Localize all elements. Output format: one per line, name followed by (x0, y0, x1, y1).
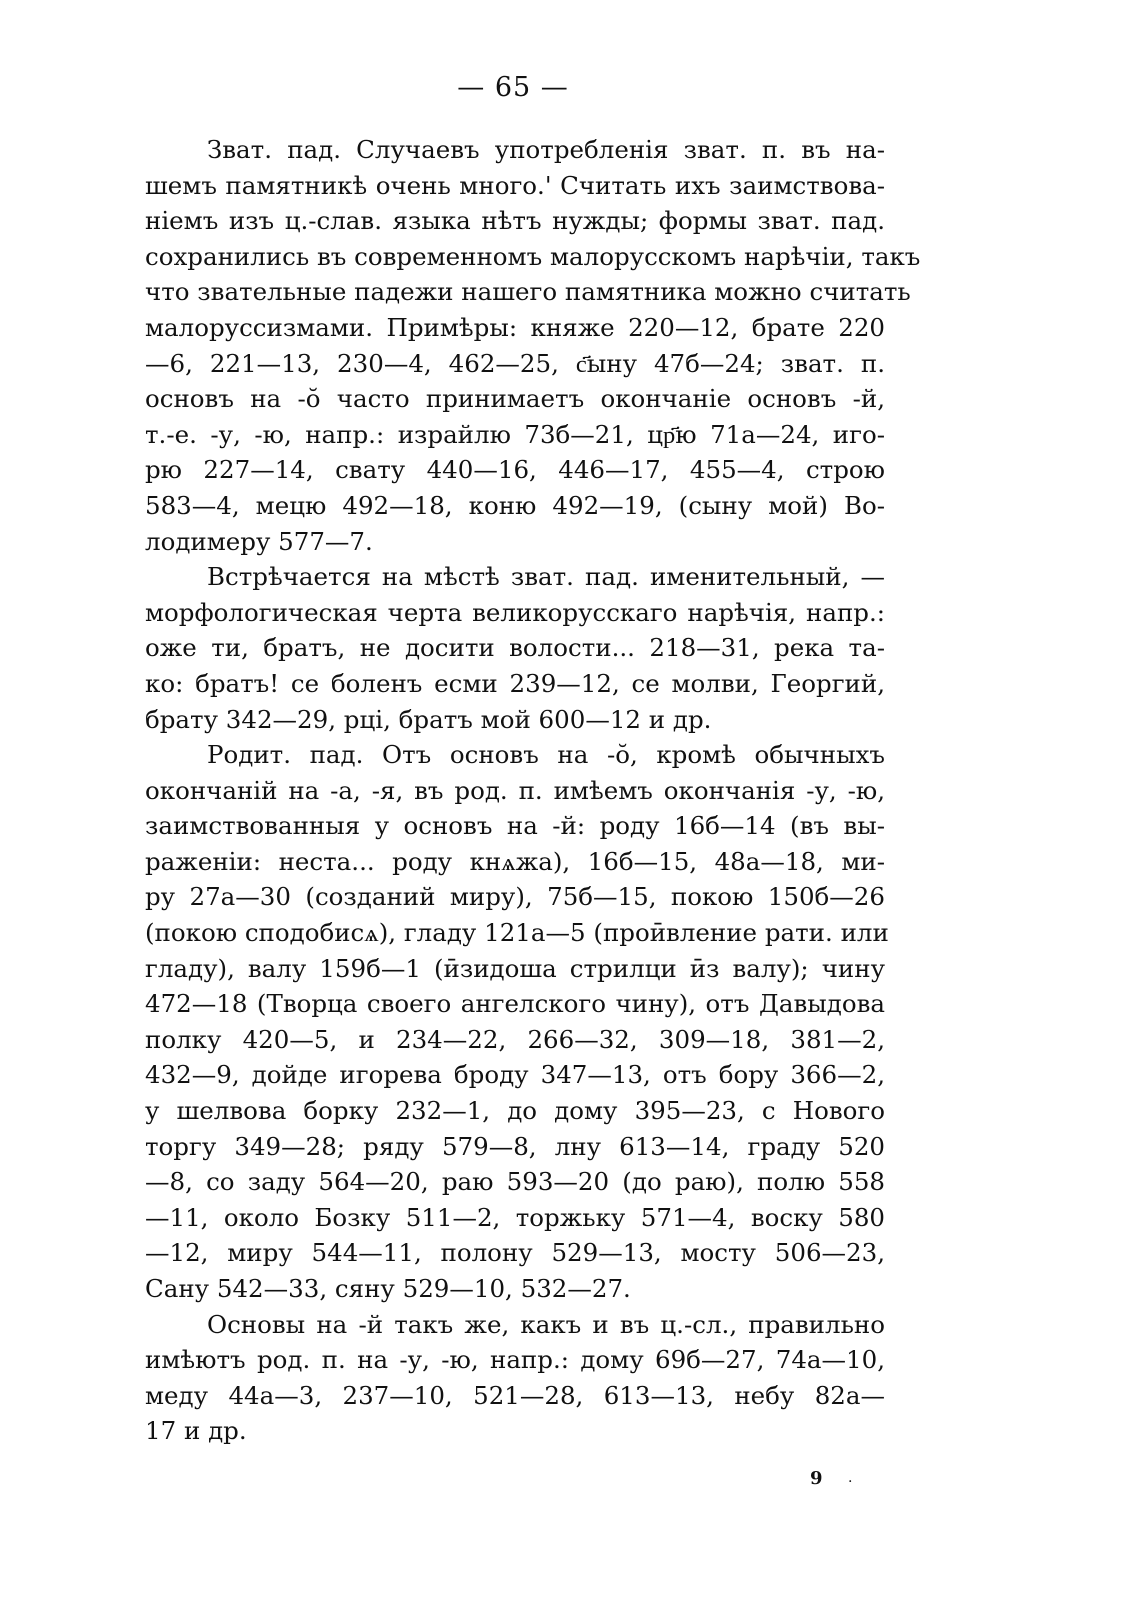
printer-signature: 9 (810, 1468, 823, 1489)
text-line: раженіи: неста... роду кнѧжа), 16б—15, 48а—18, ми- (145, 846, 885, 876)
text-line: полку 420—5, и 234—22, 266—32, 309—18, 381—2, (145, 1024, 885, 1054)
text-line: Родит. пад. Отъ основъ на -ŏ, кромѣ обычныхъ (207, 740, 885, 770)
text-line: Встрѣчается на мѣстѣ зват. пад. именительный, — (207, 562, 885, 592)
page-number: — 65 — (457, 72, 569, 103)
text-line: (покою сподобисѧ), гладу 121а—5 (проӣвление рати. или (145, 918, 889, 948)
text-line: Зват. пад. Случаевъ употребленія зват. п. въ на- (207, 135, 885, 164)
paragraph-nominative-for-vocative (145, 559, 885, 737)
text-line: ру 27а—30 (созданий миру), 75б—15, покою 150б—26 (145, 882, 885, 912)
text-line: лодимеру 577—7. (145, 526, 373, 556)
text-line: торгу 349—28; ряду 579—8, лну 613—14, граду 520 (145, 1131, 885, 1161)
text-line: гладу), валу 159б—1 (ӣзидоша стрилци ӣз валу); чину (145, 953, 885, 983)
text-line: т.-е. -у, -ю, напр.: израйлю 73б—21, цр҃ю 71а—24, иго- (145, 419, 885, 449)
text-line: что звательные падежи нашего памятника можно считать (145, 277, 911, 307)
text-line: шемъ памятникѣ очень много.' Считать ихъ заимствова- (145, 170, 885, 200)
text-line: заимствованныя у основъ на -й: роду 16б—14 (въ вы- (145, 811, 885, 841)
text-line: брату 342—29, рці, братъ мой 600—12 и др. (145, 704, 712, 734)
paragraph-vocative (145, 132, 921, 559)
text-line: у шелвова борку 232—1, до дому 395—23, с Нового (145, 1096, 885, 1126)
text-line: рю 227—14, свату 440—16, 446—17, 455—4, строю (145, 455, 885, 485)
text-line: —6, 221—13, 230—4, 462—25, с҃ыну 47б—24; зват. п. (145, 348, 885, 378)
text-line: Сану 542—33, сяну 529—10, 532—27. (145, 1274, 631, 1303)
text-line: —8, со заду 564—20, раю 593—20 (до раю), полю 558 (145, 1167, 885, 1197)
text-line: окончаній на -а, -я, въ род. п. имѣемъ окончанія -у, -ю, (145, 775, 885, 805)
text-line: ніемъ изъ ц.-слав. языка нѣтъ нужды; формы зват. пад. (145, 206, 885, 236)
text-line: оже ти, братъ, не досити волости... 218—31, река та- (145, 633, 885, 663)
paragraph-u-stems (145, 1307, 885, 1449)
text-line: 583—4, мецю 492—18, коню 492—19, (сыну мой) Во- (145, 490, 885, 520)
text-line: 472—18 (Творца своего ангелского чину), отъ Давыдова (145, 989, 885, 1019)
body-text (145, 132, 921, 1449)
text-line: основъ на -ŏ часто принимаетъ окончаніе основъ -й, (145, 384, 885, 414)
paragraph-genitive (145, 737, 889, 1307)
text-line: имѣютъ род. п. на -у, -ю, напр.: дому 69б—27, 74а—10, (145, 1345, 885, 1375)
text-line: 432—9, дойде игорева броду 347—13, отъ бору 366—2, (145, 1060, 885, 1090)
text-line: Основы на -й такъ же, какъ и въ ц.-сл., правильно (207, 1309, 885, 1339)
text-line: 17 и др. (145, 1416, 247, 1446)
signature-dot: . (848, 1470, 853, 1486)
text-line: —11, около Бозку 511—2, торжьку 571—4, воску 580 (145, 1202, 885, 1232)
text-line: сохранились въ современномъ малорусскомъ нарѣчіи, такъ (145, 241, 921, 271)
text-line: —12, миру 544—11, полону 529—13, мосту 506—23, (145, 1238, 885, 1268)
text-line: малоруссизмами. Примѣры: княже 220—12, брате 220 (145, 312, 885, 342)
text-line: меду 44а—3, 237—10, 521—28, 613—13, небу 82а— (145, 1380, 885, 1410)
text-line: ко: братъ! се боленъ есми 239—12, се молви, Георгий, (145, 668, 885, 698)
text-line: морфологическая черта великорусскаго нарѣчія, напр.: (145, 597, 885, 627)
